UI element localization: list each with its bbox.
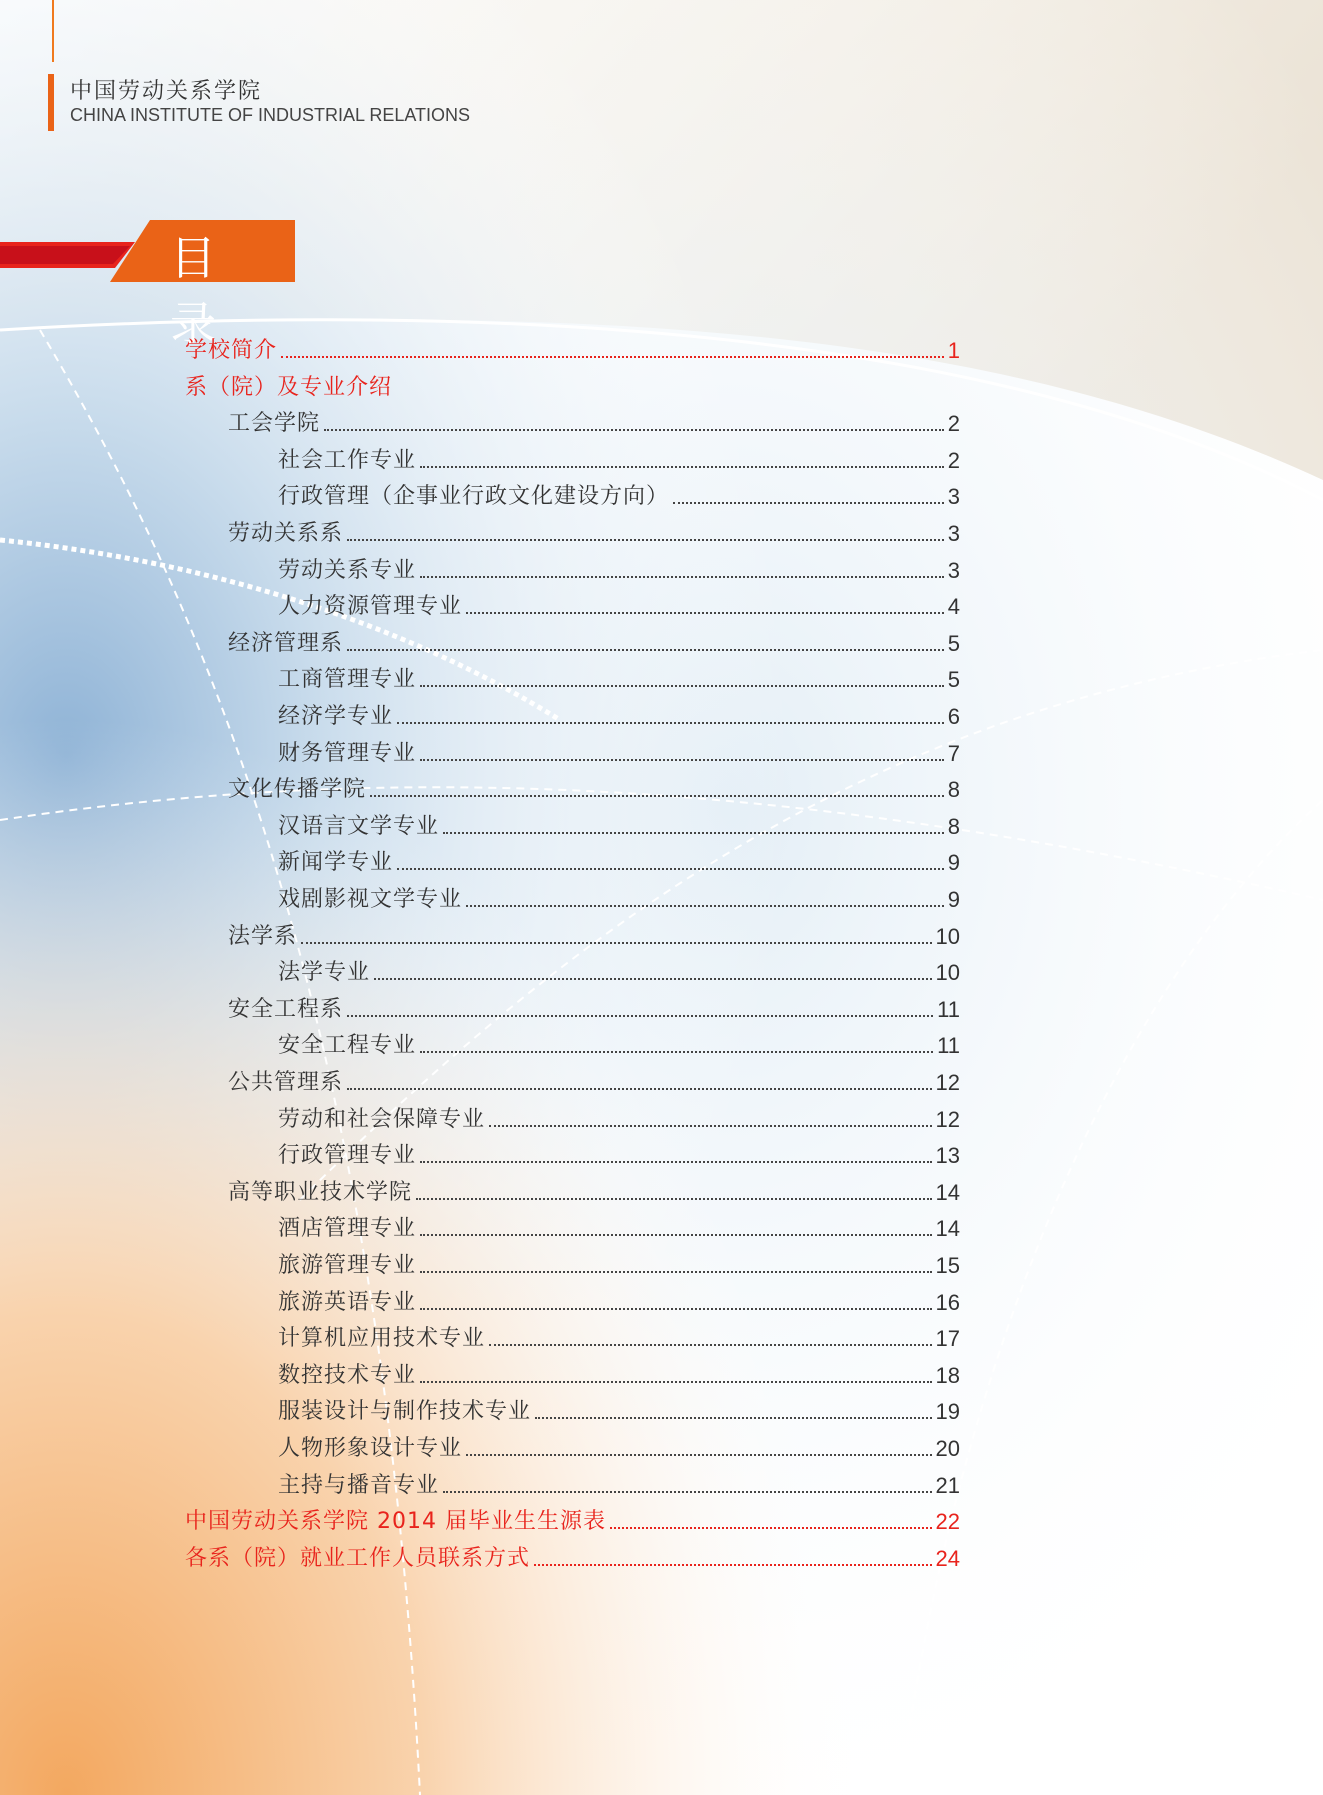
dot-leader bbox=[466, 905, 944, 907]
toc-entry[interactable] bbox=[278, 696, 960, 730]
toc-entry-page: 24 bbox=[935, 1545, 960, 1571]
toc-entry-label: 汉语言文学专业 bbox=[278, 813, 440, 839]
toc-entry[interactable] bbox=[278, 1245, 960, 1279]
institution-name-cn: 中国劳动关系学院 bbox=[70, 79, 263, 104]
toc-entry-label: 法学专业 bbox=[278, 960, 371, 986]
toc-entry-label: 法学系 bbox=[228, 923, 298, 949]
toc-entry-label: 高等职业技术学院 bbox=[228, 1179, 413, 1205]
toc-entry-page: 11 bbox=[937, 1033, 960, 1059]
dot-leader bbox=[420, 1161, 932, 1163]
toc-entry[interactable] bbox=[228, 916, 960, 950]
institution-name-en: CHINA INSTITUTE OF INDUSTRIAL RELATIONS bbox=[70, 105, 471, 125]
dot-leader bbox=[416, 1198, 932, 1200]
dot-leader bbox=[489, 1125, 932, 1127]
toc-entry-page: 9 bbox=[947, 850, 960, 876]
toc-entry-label: 系（院）及专业介绍 bbox=[185, 374, 393, 400]
dot-leader bbox=[301, 942, 932, 944]
toc-entry-label: 计算机应用技术专业 bbox=[278, 1326, 486, 1352]
toc-entry[interactable] bbox=[185, 1501, 960, 1535]
toc-entry-label: 旅游英语专业 bbox=[278, 1289, 417, 1315]
toc-entry-label: 公共管理系 bbox=[228, 1070, 344, 1095]
toc-entry-page: 13 bbox=[935, 1143, 960, 1169]
toc-entry-label: 酒店管理专业 bbox=[278, 1216, 417, 1242]
toc-entry-page: 4 bbox=[947, 594, 960, 620]
toc-entry[interactable] bbox=[228, 623, 960, 657]
toc-entry[interactable] bbox=[228, 1172, 960, 1206]
toc-entry-page: 12 bbox=[935, 1070, 960, 1095]
toc-entry-page: 15 bbox=[935, 1253, 960, 1278]
toc-entry-label: 劳动关系系 bbox=[228, 521, 344, 546]
toc-entry-page: 3 bbox=[947, 557, 960, 583]
dot-leader bbox=[420, 576, 944, 578]
toc-entry-page: 7 bbox=[947, 740, 960, 766]
dot-leader bbox=[420, 1234, 932, 1236]
toc-entry[interactable] bbox=[278, 1208, 960, 1242]
toc-entry[interactable] bbox=[278, 659, 960, 693]
dot-leader bbox=[420, 1051, 933, 1053]
dot-leader bbox=[535, 1417, 932, 1419]
dot-leader bbox=[370, 795, 944, 797]
toc-entry-label: 安全工程系 bbox=[228, 996, 344, 1022]
dot-leader bbox=[443, 832, 944, 834]
toc-entry-label: 学校简介 bbox=[185, 338, 278, 363]
toc-entry-page: 3 bbox=[947, 484, 960, 510]
toc-entry-label: 财务管理专业 bbox=[278, 740, 417, 766]
toc-entry-page: 1 bbox=[947, 338, 960, 363]
toc-entry-label: 工会学院 bbox=[228, 411, 321, 437]
toc-entry[interactable] bbox=[228, 769, 960, 803]
toc-entry[interactable] bbox=[278, 1355, 960, 1389]
toc-entry[interactable] bbox=[228, 1062, 960, 1096]
toc-entry[interactable] bbox=[185, 1538, 960, 1572]
toc-entry[interactable] bbox=[278, 1318, 960, 1352]
dot-leader bbox=[397, 868, 944, 870]
toc-entry[interactable] bbox=[228, 403, 960, 437]
dot-leader bbox=[347, 1088, 932, 1090]
dot-leader bbox=[534, 1564, 932, 1566]
toc-entry-label: 主持与播音专业 bbox=[278, 1472, 440, 1498]
dot-leader bbox=[420, 1381, 932, 1383]
toc-entry-page: 10 bbox=[935, 960, 960, 986]
toc-entry-label: 旅游管理专业 bbox=[278, 1253, 417, 1278]
dot-leader bbox=[466, 1454, 932, 1456]
dot-leader bbox=[420, 685, 944, 687]
toc-entry[interactable] bbox=[278, 1282, 960, 1316]
dot-leader bbox=[420, 759, 944, 761]
dot-leader bbox=[347, 1015, 933, 1017]
toc-entry-label: 安全工程专业 bbox=[278, 1033, 417, 1059]
toc-entry[interactable] bbox=[278, 1428, 960, 1462]
toc-entry-label: 劳动和社会保障专业 bbox=[278, 1106, 486, 1132]
toc-entry[interactable] bbox=[278, 1391, 960, 1425]
toc-entry-label: 戏剧影视文学专业 bbox=[278, 887, 463, 912]
dot-leader bbox=[610, 1527, 932, 1529]
toc-entry[interactable] bbox=[278, 842, 960, 876]
toc-entry-label: 劳动关系专业 bbox=[278, 557, 417, 583]
toc-entry[interactable] bbox=[278, 1025, 960, 1059]
toc-entry-page: 6 bbox=[947, 704, 960, 729]
toc-entry-page: 16 bbox=[935, 1289, 960, 1315]
toc-entry-page: 8 bbox=[947, 813, 960, 839]
toc-entry[interactable] bbox=[228, 989, 960, 1023]
toc-entry-page: 17 bbox=[935, 1326, 960, 1352]
toc-entry-page: 14 bbox=[935, 1216, 960, 1242]
toc-entry-label: 工商管理专业 bbox=[278, 667, 417, 693]
toc-entry[interactable] bbox=[278, 879, 960, 913]
dot-leader bbox=[443, 1491, 932, 1493]
toc-entry-label: 人力资源管理专业 bbox=[278, 594, 463, 620]
toc-entry-page: 21 bbox=[935, 1472, 960, 1498]
header-top-line bbox=[52, 0, 54, 62]
toc-entry[interactable] bbox=[278, 440, 960, 474]
dot-leader bbox=[489, 1344, 932, 1346]
toc-entry-label: 各系（院）就业工作人员联系方式 bbox=[185, 1545, 531, 1571]
toc-entry-page: 11 bbox=[937, 996, 960, 1022]
toc-entry-label: 服装设计与制作技术专业 bbox=[278, 1399, 532, 1425]
toc-entry-page: 20 bbox=[935, 1436, 960, 1461]
toc-entry-page: 12 bbox=[935, 1106, 960, 1132]
toc-entry-label: 社会工作专业 bbox=[278, 447, 417, 473]
toc-entry[interactable] bbox=[185, 367, 960, 401]
toc-entry-label: 行政管理专业 bbox=[278, 1143, 417, 1169]
dot-leader bbox=[324, 429, 944, 431]
dot-leader bbox=[347, 649, 944, 651]
toc-entry-page: 8 bbox=[947, 777, 960, 803]
toc-entry[interactable] bbox=[278, 952, 960, 986]
toc-title: 目 录 bbox=[170, 231, 228, 351]
toc-entry-label: 新闻学专业 bbox=[278, 850, 394, 876]
toc-entry-page: 9 bbox=[947, 887, 960, 912]
toc-entry-page: 5 bbox=[947, 630, 960, 656]
toc-entry[interactable] bbox=[278, 806, 960, 840]
toc-entry-page: 3 bbox=[947, 521, 960, 546]
toc-entry-page: 19 bbox=[935, 1399, 960, 1425]
toc-entry-page: 2 bbox=[947, 447, 960, 473]
toc-entry-label: 经济管理系 bbox=[228, 630, 344, 656]
dot-leader bbox=[673, 502, 944, 504]
toc-entry-page: 2 bbox=[947, 411, 960, 437]
toc-entry[interactable] bbox=[278, 476, 960, 510]
dot-leader bbox=[374, 978, 932, 980]
toc-entry[interactable] bbox=[278, 1465, 960, 1499]
toc-entry[interactable] bbox=[278, 550, 960, 584]
toc-entry-page: 14 bbox=[935, 1179, 960, 1205]
toc-entry[interactable] bbox=[278, 586, 960, 620]
toc-entry-label: 经济学专业 bbox=[278, 704, 394, 729]
dot-leader bbox=[420, 1271, 932, 1273]
dot-leader bbox=[397, 722, 944, 724]
toc-entry[interactable] bbox=[278, 1099, 960, 1133]
dot-leader bbox=[281, 356, 944, 358]
dot-leader bbox=[420, 466, 944, 468]
dot-leader bbox=[466, 612, 944, 614]
toc-entry-page: 10 bbox=[935, 923, 960, 949]
toc-entry[interactable] bbox=[228, 513, 960, 547]
toc-entry-label: 行政管理（企事业行政文化建设方向） bbox=[278, 484, 670, 510]
toc-entry-page: 18 bbox=[935, 1362, 960, 1388]
toc-entry[interactable] bbox=[278, 733, 960, 767]
dot-leader bbox=[347, 539, 944, 541]
toc-entry[interactable] bbox=[185, 330, 960, 364]
toc-entry-label: 数控技术专业 bbox=[278, 1362, 417, 1388]
toc-entry-label: 中国劳动关系学院 2014 届毕业生生源表 bbox=[185, 1509, 606, 1535]
toc-entry-page: 22 bbox=[935, 1509, 960, 1535]
toc-entry[interactable] bbox=[278, 1135, 960, 1169]
header-accent-bar bbox=[48, 74, 54, 131]
toc-entry-label: 人物形象设计专业 bbox=[278, 1436, 463, 1461]
dot-leader bbox=[420, 1308, 932, 1310]
toc-entry-label: 文化传播学院 bbox=[228, 777, 367, 803]
toc-entry-page: 5 bbox=[947, 667, 960, 693]
